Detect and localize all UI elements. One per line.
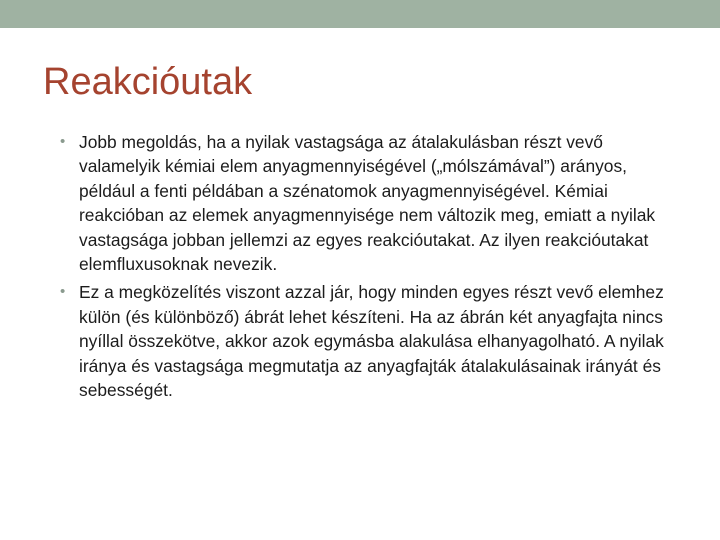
- bullet-icon: •: [60, 283, 66, 301]
- bullet-list: [60, 130, 685, 406]
- bullet-item: [60, 280, 685, 402]
- bullet-icon: •: [60, 133, 66, 150]
- slide-title: Reakcióutak: [43, 61, 253, 103]
- bullet-text: Ez a megközelítés viszont azzal jár, hogy minden egyes részt vevő elemhez külön (és különböző) ábrát lehet készíteni. Ha az ábrán két anyagfajta nincs nyíllal összekötve, akkor azok egymásba alakulása elhanyagolható. A nyilak iránya és vastagsága megmutatja az anyagfajták átalakulásainak irányát és sebességét.: [79, 282, 664, 401]
- bullet-item: [60, 130, 685, 276]
- top-accent-bar: [0, 0, 720, 28]
- bullet-text: Jobb megoldás, ha a nyilak vastagsága az átalakulásban részt vevő valamelyik kémiai elem anyagmennyiségével („mólszámával”) arányos, például a fenti példában a szénatomok anyagmennyiségével. Kémiai reakcióban az elemek anyagmennyisége nem változik meg, emiatt a nyilak vastagsága jobban jellemzi az egyes reakcióutakat. Az ilyen reakcióutakat elemfluxusoknak nevezik.: [79, 132, 656, 275]
